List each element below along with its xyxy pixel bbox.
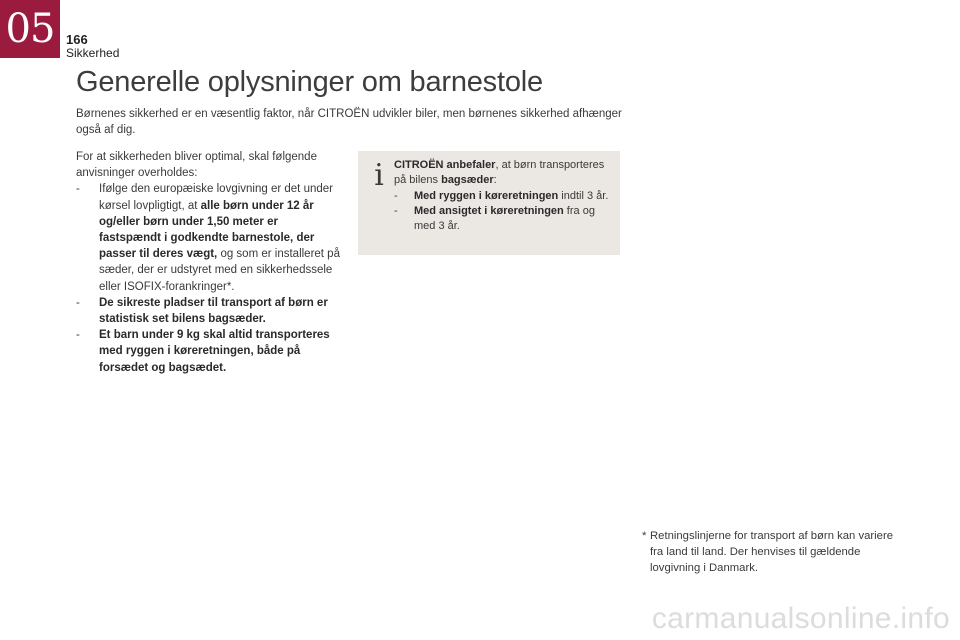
list-item bbox=[76, 181, 342, 294]
chapter-tab: 05 bbox=[0, 0, 60, 58]
section-name: Sikkerhed bbox=[66, 46, 120, 60]
recommendation-lead bbox=[394, 158, 616, 189]
list-item bbox=[76, 295, 342, 327]
recommendation-brand: CITROËN anbefaler bbox=[394, 159, 496, 171]
item1-bold: Med ryggen i køreretningen bbox=[414, 189, 559, 202]
recommendation-colon: : bbox=[493, 174, 497, 187]
bullet-dash: - bbox=[76, 329, 80, 342]
bullet-dash: - bbox=[394, 204, 398, 217]
bullet2-text: De sikreste pladser til transport af børn er statistisk set bilens bagsæder. bbox=[99, 296, 328, 326]
info-icon: i bbox=[374, 158, 384, 193]
item2-bold: Med ansigtet i køreretningen bbox=[414, 204, 564, 217]
list-item bbox=[76, 327, 342, 376]
recommendation-lead-text: , at børn transporteres på bilens bbox=[394, 159, 605, 187]
list-item bbox=[394, 204, 616, 235]
list-item-text bbox=[99, 181, 342, 294]
list-item-text bbox=[414, 189, 616, 204]
footnote bbox=[642, 528, 902, 576]
list-item bbox=[394, 189, 616, 204]
item1-text: indtil 3 år. bbox=[558, 189, 609, 202]
page-title: Generelle oplysninger om barnestole bbox=[76, 66, 543, 98]
list-item-text bbox=[414, 204, 616, 235]
recommendation-box bbox=[358, 151, 620, 255]
item2-text: fra og med 3 år. bbox=[414, 204, 595, 233]
bullet3-text: Et barn under 9 kg skal altid transporteres med ryggen i køreretningen, både på forsædet og bagsædet. bbox=[99, 329, 330, 374]
bullet-dash: - bbox=[76, 183, 80, 196]
footnote-star: * bbox=[642, 530, 647, 542]
instructions-lead: For at sikkerheden bliver optimal, skal følgende anvisninger overholdes: bbox=[76, 151, 317, 180]
page-number: 166 bbox=[66, 32, 88, 47]
recommendation-seats: bagsæder bbox=[441, 174, 494, 187]
intro-paragraph: Børnenes sikkerhed er en væsentlig faktor, når CITROËN udvikler biler, men børnenes sikkerhed afhænger også af dig. bbox=[76, 108, 622, 136]
bullet1-bold: alle børn under 12 år og/eller børn under 1,50 meter er fastspændt i godkendte barnestole, der passer til deres vægt, bbox=[99, 199, 315, 261]
bullet-dash: - bbox=[394, 189, 398, 202]
bullet1-pre: Ifølge den europæiske lovgivning er det under kørsel lovpligtigt, at bbox=[99, 183, 333, 212]
recommendation-text bbox=[394, 158, 616, 234]
bullet1-post: og som er installeret på sæder, der er udstyret med en sikkerhedssele eller ISOFIX-forankringer*. bbox=[99, 248, 340, 293]
watermark: carmanualsonline.info bbox=[651, 602, 950, 635]
bullet-dash: - bbox=[76, 296, 80, 309]
safety-instructions bbox=[76, 149, 342, 376]
footnote-text: Retningslinjerne for transport af børn kan variere fra land til land. Der henvises til gældende lovgivning i Danmark. bbox=[650, 530, 893, 574]
